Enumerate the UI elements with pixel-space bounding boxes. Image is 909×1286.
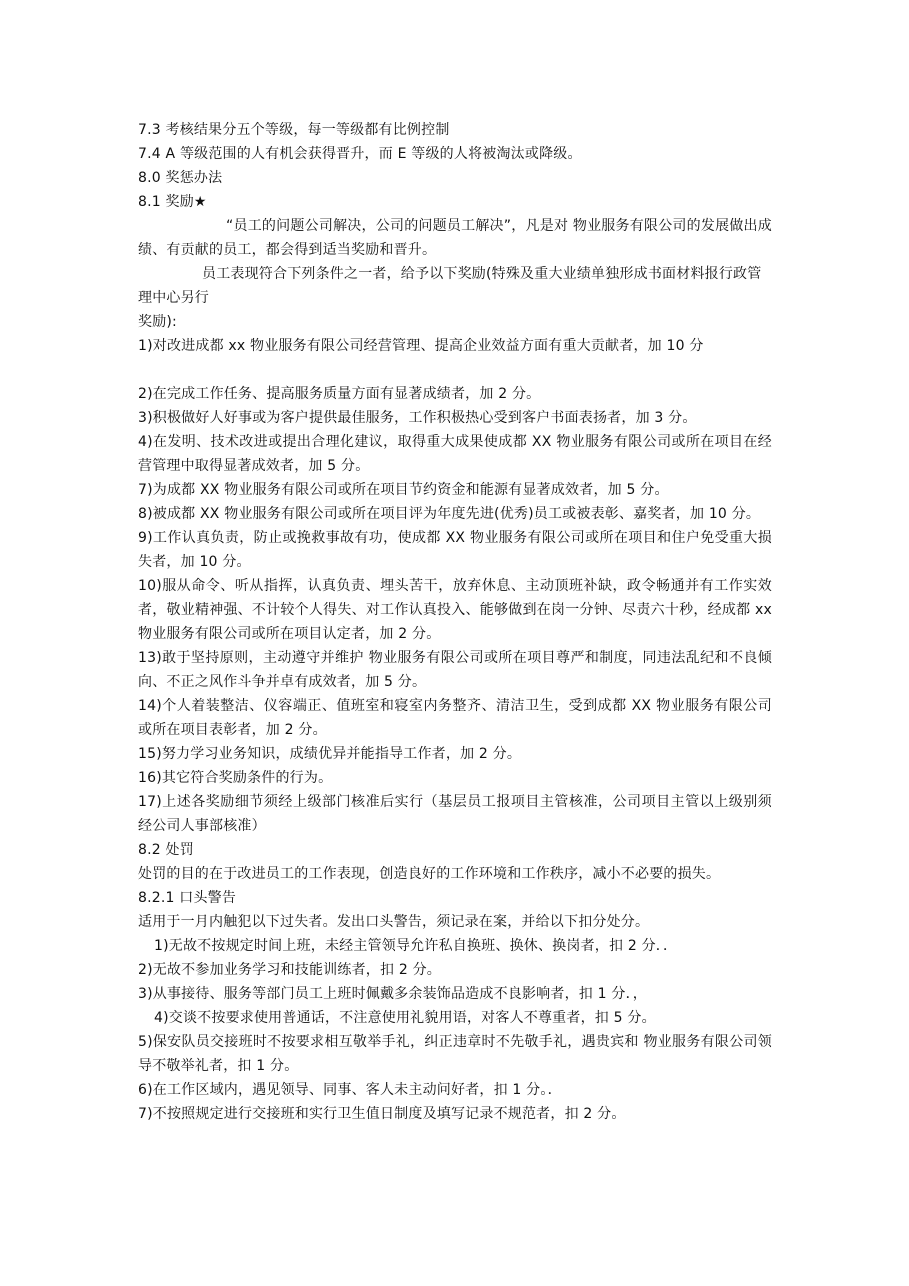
blank-line xyxy=(138,358,772,382)
penalty-item-7: 7)不按照规定进行交接班和实行卫生值日制度及填写记录不规范者，扣 2 分。 xyxy=(138,1106,626,1122)
section-8-2-heading: 8.2 处罚 xyxy=(138,842,194,858)
reward-conditions: 员工表现符合下列条件之一者，给予以下奖励(特殊及重大业绩单独形成书面材料报行政管理中心另行 xyxy=(138,266,762,306)
penalty-item-3: 3)从事接待、服务等部门员工上班时佩戴多余装饰品造成不良影响者，扣 1 分．， xyxy=(138,986,647,1002)
reward-item-16: 16)其它符合奖励条件的行为。 xyxy=(138,770,333,786)
reward-item-15: 15)努力学习业务知识，成绩优异并能指导工作者，加 2 分。 xyxy=(138,746,522,762)
document-body xyxy=(138,118,772,1126)
section-8-0-heading: 8.0 奖惩办法 xyxy=(138,170,223,186)
reward-item-14: 14)个人着装整洁、仪容端正、值班室和寝室内务整齐、清洁卫生，受到成都 XX 物业服务有限公司或所在项目表彰者，加 2 分。 xyxy=(138,698,772,738)
reward-item-9: 9)工作认真负责，防止或挽救事故有功，使成都 XX 物业服务有限公司或所在项目和住户免受重大损失者，加 10 分。 xyxy=(138,530,772,570)
verbal-warning-scope: 适用于一月内触犯以下过失者。发出口头警告，须记录在案，并给以下扣分处分。 xyxy=(138,914,650,930)
reward-item-7: 7)为成都 XX 物业服务有限公司或所在项目节约资金和能源有显著成效者，加 5 分。 xyxy=(138,482,669,498)
reward-item-13: 13)敢于坚持原则，主动遵守并维护 物业服务有限公司或所在项目尊严和制度，同违法乱纪和不良倾向、不正之风作斗争并卓有成效者，加 5 分。 xyxy=(138,650,772,690)
section-8-2-1-heading: 8.2.1 口头警告 xyxy=(138,890,237,906)
penalty-item-5: 5)保安队员交接班时不按要求相互敬举手礼，纠正违章时不先敬手礼，遇贵宾和 物业服务有限公司领导不敬举礼者，扣 1 分。 xyxy=(138,1034,772,1074)
reward-item-17: 17)上述各奖励细节须经上级部门核准后实行（基层员工报项目主管核准，公司项目主管以上级别须经公司人事部核准） xyxy=(138,794,772,834)
reward-item-10: 10)服从命令、听从指挥，认真负责、埋头苦干，放弃休息、主动顶班补缺，政令畅通并有工作实效者，敬业精神强、不计较个人得失、对工作认真投入、能够做到在岗一分钟、尽责六十秒，经成都 xx 物业服务有限公司或所在项目认定者，加 2 分。 xyxy=(138,578,772,642)
reward-item-2: 2)在完成工作任务、提高服务质量方面有显著成绩者，加 2 分。 xyxy=(138,386,541,402)
reward-item-1: 1)对改进成都 xx 物业服务有限公司经营管理、提高企业效益方面有重大贡献者，加 10 分 xyxy=(138,338,704,354)
section-7-3: 7.3 考核结果分五个等级，每一等级都有比例控制 xyxy=(138,122,450,138)
section-7-4: 7.4 A 等级范围的人有机会获得晋升，而 E 等级的人将被淘汰或降级。 xyxy=(138,146,582,162)
reward-item-3: 3)积极做好人好事或为客户提供最佳服务，工作积极热心受到客户书面表扬者，加 3 分。 xyxy=(138,410,697,426)
reward-label: 奖励): xyxy=(138,314,177,330)
reward-item-4: 4)在发明、技术改进或提出合理化建议，取得重大成果使成都 XX 物业服务有限公司或所在项目在经营管理中取得显著成效者，加 5 分。 xyxy=(138,434,772,474)
penalty-item-6: 6)在工作区域内，遇见领导、同事、客人未主动问好者，扣 1 分。． xyxy=(138,1082,562,1098)
reward-item-8: 8)被成都 XX 物业服务有限公司或所在项目评为年度先进(优秀)员工或被表彰、嘉奖者，加 10 分。 xyxy=(138,506,761,522)
penalty-item-2: 2)无故不参加业务学习和技能训练者，扣 2 分。 xyxy=(138,962,441,978)
penalty-item-4: 4)交谈不按要求使用普通话，不注意使用礼貌用语，对客人不尊重者，扣 5 分。 xyxy=(154,1010,656,1026)
penalty-purpose: 处罚的目的在于改进员工的工作表现，创造良好的工作环境和工作秩序，减小不必要的损失。 xyxy=(138,866,721,882)
section-8-1-heading: 8.1 奖励★ xyxy=(138,194,207,210)
penalty-item-1: 1)无故不按规定时间上班，未经主管领导允许私自换班、换休、换岗者，扣 2 分．． xyxy=(154,938,678,954)
reward-intro: “员工的问题公司解决，公司的问题员工解决”，凡是对 物业服务有限公司的发展做出成绩、有贡献的员工，都会得到适当奖励和晋升。 xyxy=(138,218,772,258)
